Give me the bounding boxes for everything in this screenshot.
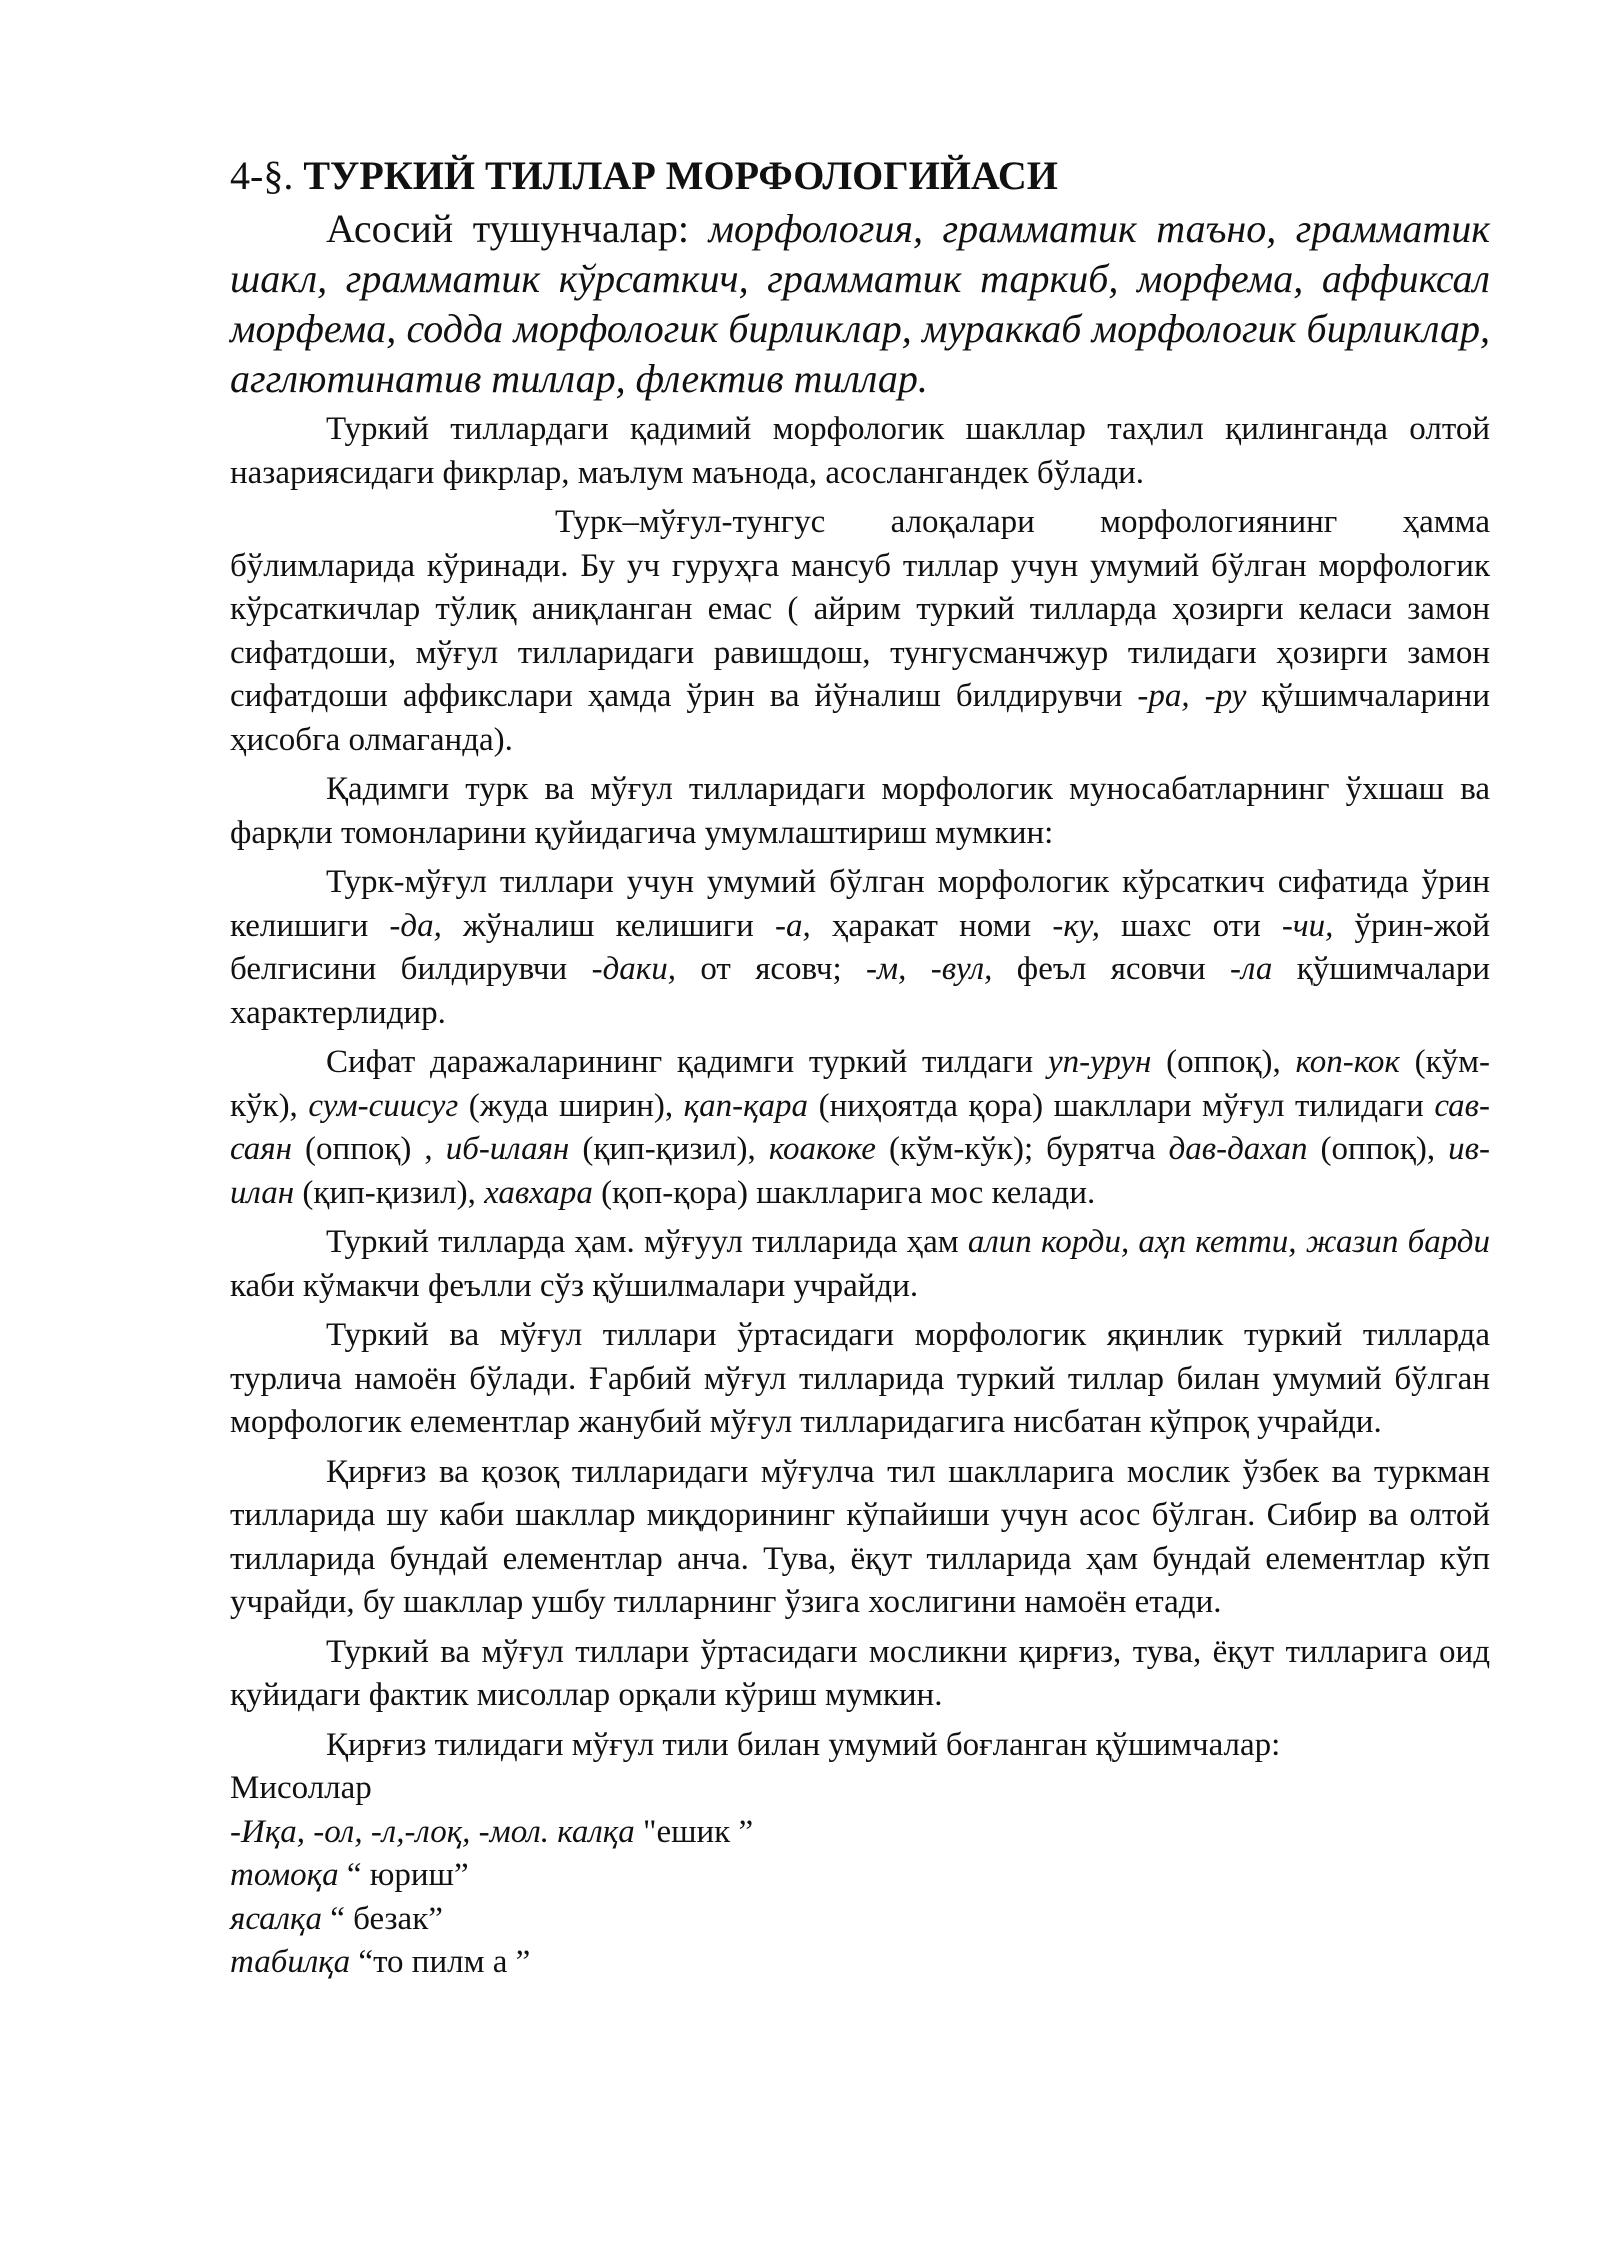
paragraph-10: Қирғиз тилидаги мўғул тили билан умумий боғланган қўшимчалар: — [326, 1726, 1281, 1763]
section-number: 4-§. — [230, 153, 294, 198]
example-line: табилқа “то пилм а ” — [230, 1944, 531, 1980]
paragraph-2: Турк–мўғул-тунгус алоқалари морфологиянинг ҳамма бўлимларида кўринади. Бу уч гуруҳга мансуб тиллар учун умумий бўлган морфологик кўрсаткичлар тўлиқ аниқланган емас ( айрим туркий тилларда ҳозирги келаси замон сифатдоши, мўғул тилларидаги равишдош, тунгусманчжур тилидаги ҳозирги замон сифатдоши аффикслари ҳамда ўрин ва йўналиш билдирувчи -ра, -ру қўшимчаларини ҳисобга олмаганда). — [230, 504, 1490, 758]
example-line: ясалқа “ безак” — [230, 1900, 443, 1937]
section-heading — [230, 150, 1490, 202]
examples-heading: Мисоллар — [230, 1770, 372, 1806]
example-line: томоқа “ юриш” — [230, 1857, 469, 1893]
paragraph-8: Қирғиз ва қозоқ тилларидаги мўғулча тил шаклларига мослик ўзбек ва туркман тилларида шу каби шакллар миқдорининг кўпайиши учун асос бўлган. Сибир ва олтой тилларида бундай елементлар анча. Тува, ёқут тилларида ҳам бундай елементлар кўп учрайди, бу шакллар ушбу тилларнинг ўзига хослигини намоён етади. — [230, 1453, 1490, 1620]
paragraph-5: Сифат даражаларининг қадимги туркий тилдаги уп-урун (оппоқ), коп-кок (кўм-кўк), сум-сиисуг (жуда ширин), қап-қара (ниҳоятда қора) шакллари мўғул тилидаги сав-саян (оппоқ) , иб-илаян (қип-қизил), коакоке (кўм-кўк); бурятча дав-дахап (оппоқ), ив-илан (қип-қизил), хавхара (қоп-қора) шаклларига мос келади. — [230, 1044, 1490, 1211]
paragraph-7: Туркий ва мўғул тиллари ўртасидаги морфологик яқинлик туркий тилларда турлича намоён бўлади. Ғарбий мўғул тилларида туркий тиллар билан умумий бўлган морфологик елементлар жанубий мўғул тилларидагига нисбатан кўпроқ учрайди. — [230, 1317, 1490, 1440]
key-concepts-terms: морфология, грамматик таъно, грамматик шакл, грамматик кўрсаткич, грамматик таркиб, морфема, аффиксал морфема, содда морфологик бирликлар, мураккаб морфологик бирликлар, агглютинатив тиллар, флектив тиллар. — [230, 206, 1491, 401]
paragraph-3: Қадимги турк ва мўғул тилларидаги морфологик муносабатларнинг ўхшаш ва фарқли томонларини қуйидагича умумлаштириш мумкин: — [230, 771, 1490, 851]
paragraph-9: Туркий ва мўғул тиллари ўртасидаги мосликни қирғиз, тува, ёқут тилларига оид қуйидаги фактик мисоллар орқали кўриш мумкин. — [230, 1633, 1490, 1713]
paragraph-1: Туркий тиллардаги қадимий морфологик шакллар таҳлил қилинганда олтой назариясидаги фикрлар, маълум маънода, асослангандек бўлади. — [230, 411, 1490, 491]
document-page — [230, 150, 1490, 1985]
paragraph-6: Туркий тилларда ҳам. мўғуул тилларида ҳам алип корди, аҳп кетти, жазип барди каби кўмакчи феълли сўз қўшилмалари учрайди. — [230, 1224, 1490, 1304]
paragraph-4: Турк-мўғул тиллари учун умумий бўлган морфологик кўрсаткич сифатида ўрин келишиги -да, жўналиш келишиги -а, ҳаракат номи -ку, шахс оти -чи, ўрин-жой белгисини билдирувчи -даки, от ясовч; -м, -вул, феъл ясовчи -ла қўшимчалари характерлидир. — [230, 864, 1491, 1031]
section-title: ТУРКИЙ ТИЛЛАР МОРФОЛОГИЙАСИ — [303, 153, 1058, 198]
key-concepts-paragraph — [230, 204, 1490, 404]
example-line: -Иқа, -ол, -л,-лоқ, -мол. калқа "ешик ” — [230, 1813, 754, 1850]
key-concepts-label: Асосий тушунчалар: — [326, 206, 689, 251]
